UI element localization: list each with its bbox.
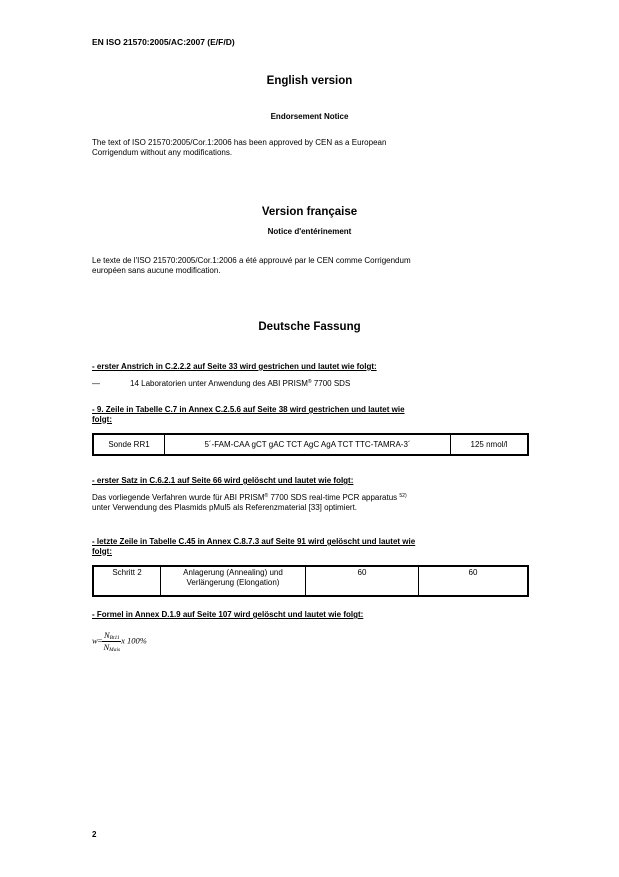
section1-text-before: 14 Laboratorien unter Anwendung des ABI PRISM [130, 379, 308, 388]
table-cell-line1: Anlagerung (Annealing) und [183, 568, 283, 577]
section2-heading-line2: folgt: [92, 414, 112, 424]
table-cell: 60 [419, 566, 529, 596]
table-cell-line2: Verlängerung (Elongation) [186, 578, 280, 587]
table-row [93, 566, 528, 596]
section2-heading-line1: - 9. Zeile in Tabelle C.7 in Annex C.2.5.6 auf Seite 38 wird gestrichen und lautet wie [92, 405, 405, 414]
footnote-ref: 52) [399, 493, 407, 499]
registered-mark: ® [307, 379, 312, 385]
page-number: 2 [92, 830, 97, 839]
formula-tail: x 100% [121, 635, 147, 646]
english-title: English version [266, 75, 353, 87]
section3-line1 [92, 491, 542, 503]
numerator-subscript: Bt11 [109, 635, 120, 641]
english-subtitle: Endorsement Notice [270, 112, 349, 121]
section5-heading: - Formel in Annex D.1.9 auf Seite 107 wird gelöscht und lautet wie folgt: [92, 610, 364, 619]
section1-heading: - erster Anstrich in C.2.2.2 auf Seite 33 wird gestrichen und lautet wie folgt: [92, 362, 377, 371]
french-subtitle: Notice d'entérinement [267, 227, 352, 236]
french-title: Version française [261, 206, 358, 218]
table-cell [161, 566, 306, 596]
section4-heading-line1: - letzte Zeile in Tabelle C.45 in Annex C.8.7.3 auf Seite 91 wird gelöscht und lautet wie [92, 537, 416, 546]
table-cell: 125 nmol/l [451, 434, 529, 455]
section3-heading: - erster Satz in C.6.2.1 auf Seite 66 wird gelöscht und lautet wie folgt: [92, 476, 354, 485]
section3-text-after: 7700 SDS real-time PCR apparatus [268, 493, 400, 502]
section1-text-after: 7700 SDS [311, 379, 351, 388]
table-cell: 60 [306, 566, 419, 596]
german-title: Deutsche Fassung [258, 321, 361, 333]
table-c45-row [92, 565, 529, 597]
dash-bullet: — [92, 379, 100, 388]
denominator-subscript: Mais [109, 647, 121, 653]
formula-numerator [102, 630, 121, 642]
section4-heading [92, 537, 532, 556]
english-body [92, 138, 532, 158]
french-body [92, 256, 532, 276]
formula-lhs: w [92, 635, 98, 646]
table-c7-row [92, 433, 529, 456]
english-body-line2: Corrigendum without any modifications. [92, 148, 233, 157]
formula [92, 630, 147, 653]
section3-text-before: Das vorliegende Verfahren wurde für ABI PRISM [92, 493, 265, 502]
table-cell: Sonde RR1 [93, 434, 165, 455]
section4-heading-line2: folgt: [92, 546, 112, 556]
numerator-variable: N [103, 630, 110, 640]
formula-fraction [102, 630, 121, 653]
table-cell: 5´-FAM-CAA gCT gAC TCT AgC AgA TCT TTC-TAMRA-3´ [165, 434, 451, 455]
french-body-line1: Le texte de l'ISO 21570:2005/Cor.1:2006 a été approuvé par le CEN comme Corrigendum [92, 256, 411, 265]
denominator-variable: N [103, 642, 110, 652]
formula-equals: = [97, 635, 103, 646]
document-id: EN ISO 21570:2005/AC:2007 (E/F/D) [92, 37, 235, 47]
section1-item [92, 379, 350, 388]
section3-line2: unter Verwendung des Plasmids pMul5 als Referenzmaterial [33] optimiert. [92, 503, 358, 512]
formula-denominator [102, 642, 121, 653]
table-row [93, 434, 528, 455]
table-cell: Schritt 2 [93, 566, 161, 596]
registered-mark: ® [264, 493, 269, 499]
english-body-line1: The text of ISO 21570:2005/Cor.1:2006 has been approved by CEN as a European [92, 138, 387, 147]
section3-body [92, 491, 542, 513]
section2-heading [92, 405, 532, 424]
french-body-line2: européen sans aucune modification. [92, 266, 221, 275]
